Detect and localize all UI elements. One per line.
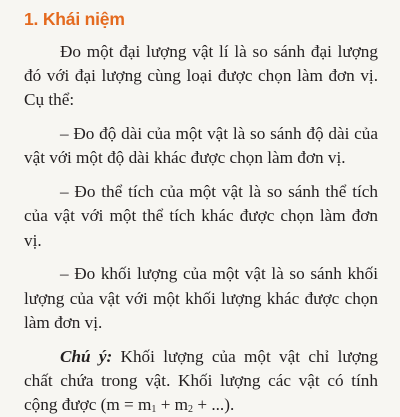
note-paragraph: [24, 345, 378, 417]
volume-measurement-paragraph: – Đo thể tích của một vật là so sánh thể tích của vật với một thể tích khác được chọn làm đơn vị.: [24, 182, 378, 250]
mass-subscript-1: 1: [151, 404, 157, 416]
mass-measurement-paragraph: – Đo khối lượng của một vật là so sánh khối lượng của vật với một khối lượng khác được chọn làm đơn vị.: [24, 264, 378, 332]
note-formula-mid: + m: [156, 395, 189, 415]
length-measurement-paragraph: – Đo độ dài của một vật là so sánh độ dài của vật với một độ dài khác được chọn làm đơn vị.: [24, 124, 378, 168]
note-label: Chú ý:: [60, 346, 113, 366]
mass-subscript-2: 2: [188, 404, 194, 416]
note-text: Khối lượng của một vật chỉ lượng chất chứa trong vật. Khối lượng các vật có tính cộng được (m = m: [24, 346, 378, 415]
intro-paragraph: Đo một đại lượng vật lí là so sánh đại lượng đó với đại lượng cùng loại được chọn làm đơn vị. Cụ thể:: [24, 42, 378, 110]
note-formula-tail: + ...).: [193, 395, 235, 415]
section-heading: 1. Khái niệm: [24, 9, 125, 29]
